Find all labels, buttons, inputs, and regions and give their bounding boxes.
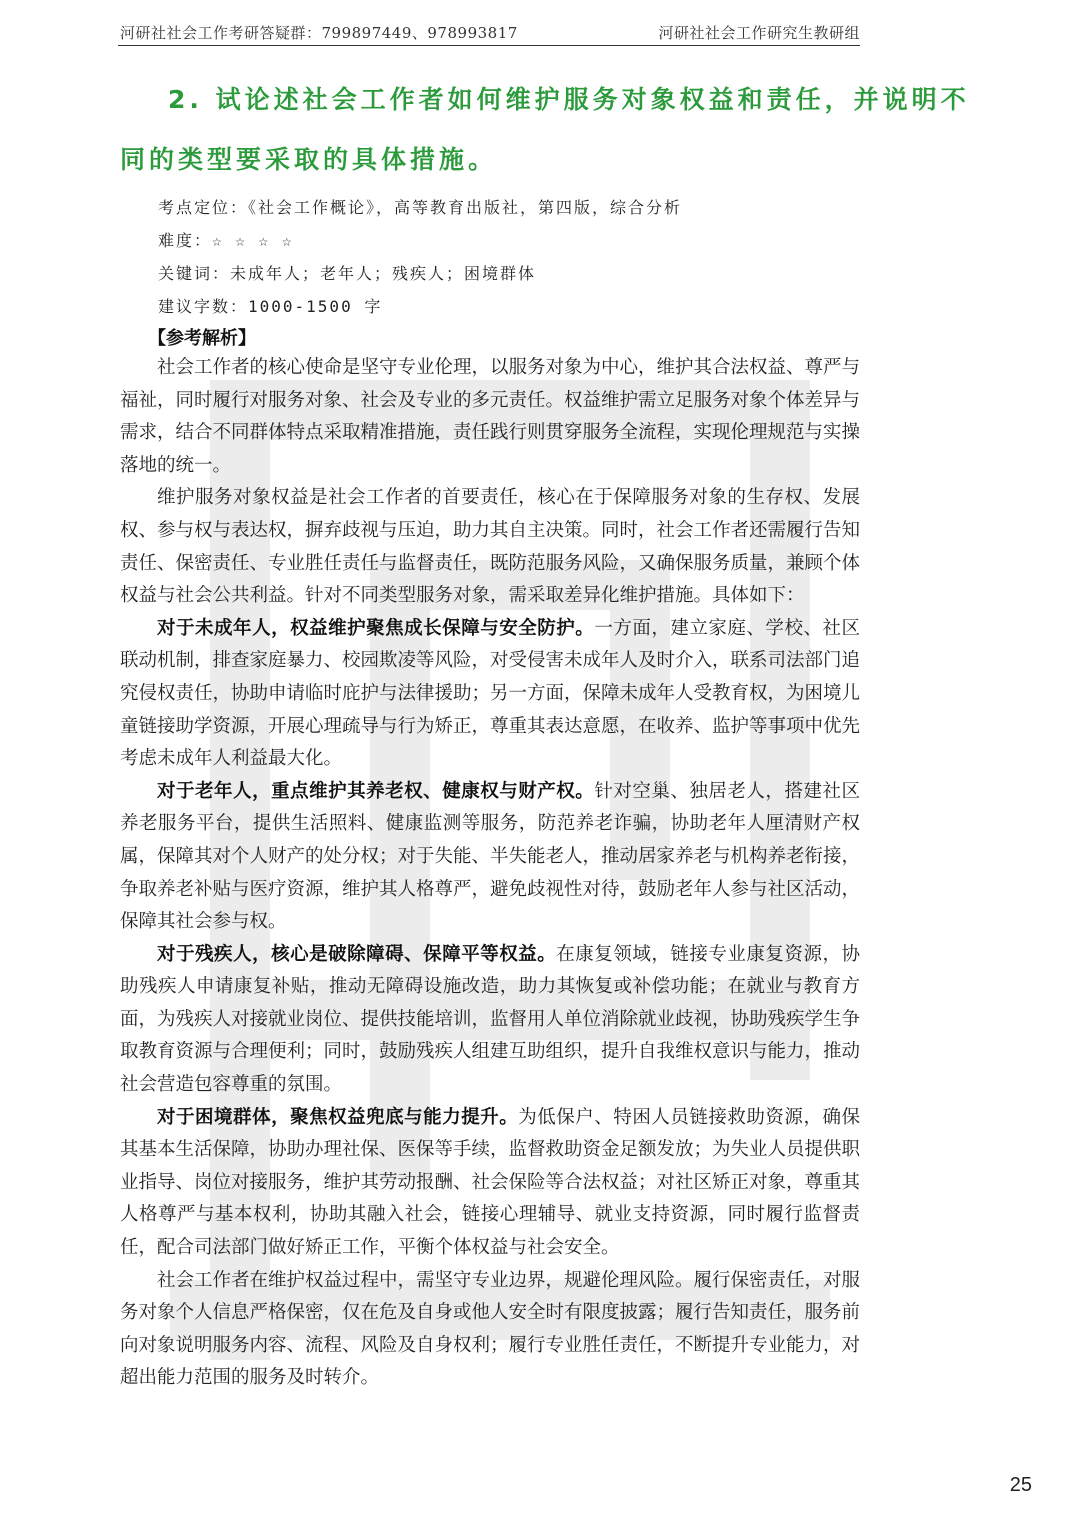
paragraph-intro: 社会工作者的核心使命是坚守专业伦理，以服务对象为中心，维护其合法权益、尊严与福祉，同时履行对服务对象、社会及专业的多元责任。权益维护需立足服务对象个体差异与需求，结合不同群体特点采取精准措施，责任践行则贯穿服务全流程，实现伦理规范与实操落地的统一。 xyxy=(120,357,861,476)
paragraph-elderly-text: 针对空巢、独居老人，搭建社区养老服务平台，提供生活照料、健康监测等服务，防范养老诈骗，协助老年人厘清财产权属，保障其对个人财产的处分权；对于失能、半失能老人，推动居家养老与机构养老衔接，争取养老补贴与医疗资源，维护其人格尊严，避免歧视性对待，鼓励老年人参与社区活动，保障其社会参与权。 xyxy=(120,780,861,933)
paragraph-disabled xyxy=(120,939,860,1102)
header-divider xyxy=(118,45,860,46)
paragraph-elderly-lead: 对于老年人，重点维护其养老权、健康权与财产权。 xyxy=(157,780,595,802)
paragraph-disabled-text: 在康复领域，链接专业康复资源，协助残疾人申请康复补贴，推动无障碍设施改造，助力其恢复或补偿功能；在就业与教育方面，为残疾人对接就业岗位、提供技能培训，监督用人单位消除就业歧视，协助残疾学生争取教育资源与合理便利；同时，鼓励残疾人组建互助组织，提升自我维权意识与能力，推动社会营造包容尊重的氛围。 xyxy=(120,943,861,1096)
header-group-info: 河研社社会工作考研答疑群：799897449、978993817 xyxy=(120,24,518,42)
question-title-line-1: 2. 试论述社会工作者如何维护服务对象权益和责任，并说明不 xyxy=(168,85,970,114)
keywords-line: 关键词：未成年人；老年人；残疾人；困境群体 xyxy=(158,264,537,283)
exam-point-location: 考点定位：《社会工作概论》，高等教育出版社，第四版，综合分析 xyxy=(158,198,683,217)
paragraph-disabled-lead: 对于残疾人，核心是破除障碍、保障平等权益。 xyxy=(157,943,557,965)
page-number: 25 xyxy=(1009,1474,1032,1496)
difficulty-stars: ☆ ☆ ☆ ☆ xyxy=(212,231,294,250)
word-count-line: 建议字数：1000-1500 字 xyxy=(158,297,383,316)
paragraph-vulnerable xyxy=(120,1102,860,1265)
paragraph-ethics: 社会工作者在维护权益过程中，需坚守专业边界，规避伦理风险。履行保密责任，对服务对象个人信息严格保密，仅在危及自身或他人安全时有限度披露；履行告知责任，服务前向对象说明服务内容、流程、风险及自身权利；履行专业胜任责任，不断提升专业能力，对超出能力范围的服务及时转介。 xyxy=(120,1269,861,1389)
section-heading: 【参考解析】 xyxy=(148,328,256,349)
paragraph-vulnerable-text: 为低保户、特困人员链接救助资源，确保其基本生活保障，协助办理社保、医保等手续，监督救助资金足额发放；为失业人员提供职业指导、岗位对接服务，维护其劳动报酬、社会保险等合法权益；对社区矫正对象，尊重其人格尊严与基本权利，协助其融入社会，链接心理辅导、就业支持资源，同时履行监督责任，配合司法部门做好矫正工作，平衡个体权益与社会安全。 xyxy=(120,1106,861,1259)
paragraph-minors-text: 一方面，建立家庭、学校、社区联动机制，排查家庭暴力、校园欺凌等风险，对受侵害未成年人及时介入，联系司法部门追究侵权责任，协助申请临时庇护与法律援助；另一方面，保障未成年人受教育权，为困境儿童链接助学资源，开展心理疏导与行为矫正，尊重其表达意愿，在收养、监护等事项中优先考虑未成年人利益最大化。 xyxy=(120,617,861,770)
answer-body xyxy=(120,352,860,1395)
paragraph-minors xyxy=(120,613,860,776)
paragraph-overview: 维护服务对象权益是社会工作者的首要责任，核心在于保障服务对象的生存权、发展权、参与权与表达权，摒弃歧视与压迫，助力其自主决策。同时，社会工作者还需履行告知责任、保密责任、专业胜任责任与监督责任，既防范服务风险，又确保服务质量，兼顾个体权益与社会公共利益。针对不同类型服务对象，需采取差异化维护措施。具体如下： xyxy=(120,487,861,607)
paragraph-elderly xyxy=(120,776,860,939)
difficulty-label: 难度： xyxy=(158,231,213,250)
paragraph-vulnerable-lead: 对于困境群体，聚焦权益兜底与能力提升。 xyxy=(157,1106,519,1128)
header-team-name: 河研社社会工作研究生教研组 xyxy=(658,24,860,42)
paragraph-minors-lead: 对于未成年人，权益维护聚焦成长保障与安全防护。 xyxy=(157,617,595,639)
difficulty-row xyxy=(158,228,293,251)
question-title-line-2: 同的类型要采取的具体措施。 xyxy=(120,145,498,174)
